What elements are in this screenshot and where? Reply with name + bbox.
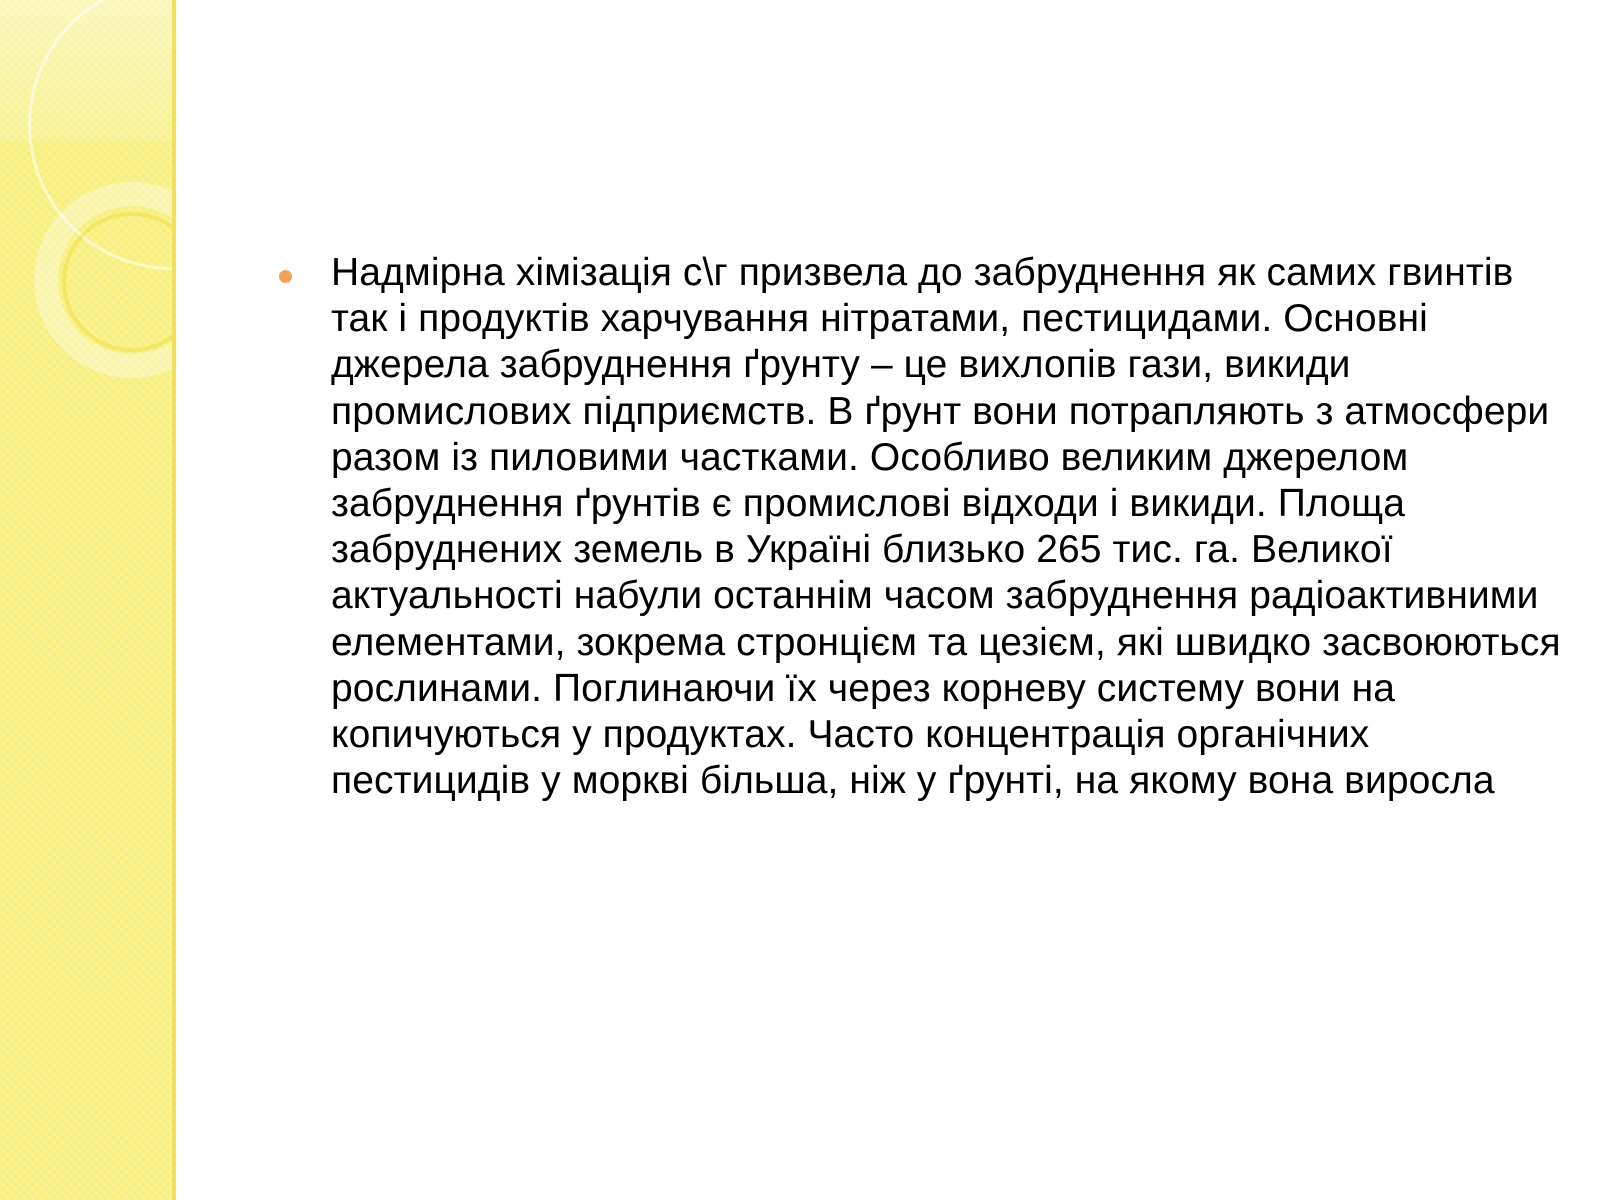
slide-content [272,250,1572,804]
bullet-text: Надмірна хімізація с\г призвела до забруднення як самих гвинтів так і продуктів харчування нітратами, пестицидами. Основні джерела забруднення ґрунту – це вихлопів гази, викиди промислових підприємств. В ґрунт вони потрапляють з атмосфери разом із пиловими частками. Особливо великим джерелом забруднення ґрунтів є промислові відходи і викиди. Площа забруднених земель в Україні близько 265 тис. га. Великої актуальності набули останнім часом забруднення радіоактивними елементами, зокрема стронцієм та цезієм, які швидко засвоюються рослинами. Поглинаючи їх через корневу систему вони на копичуються у продуктах. Часто концентрація органічних пестицидів у моркві більша, ніж у ґрунті, на якому вона виросла [331,251,1561,803]
sidebar-edge [172,0,176,1200]
decorative-sidebar [0,0,176,1200]
bullet-dot-icon [279,270,292,283]
bullet-item [272,250,1572,804]
